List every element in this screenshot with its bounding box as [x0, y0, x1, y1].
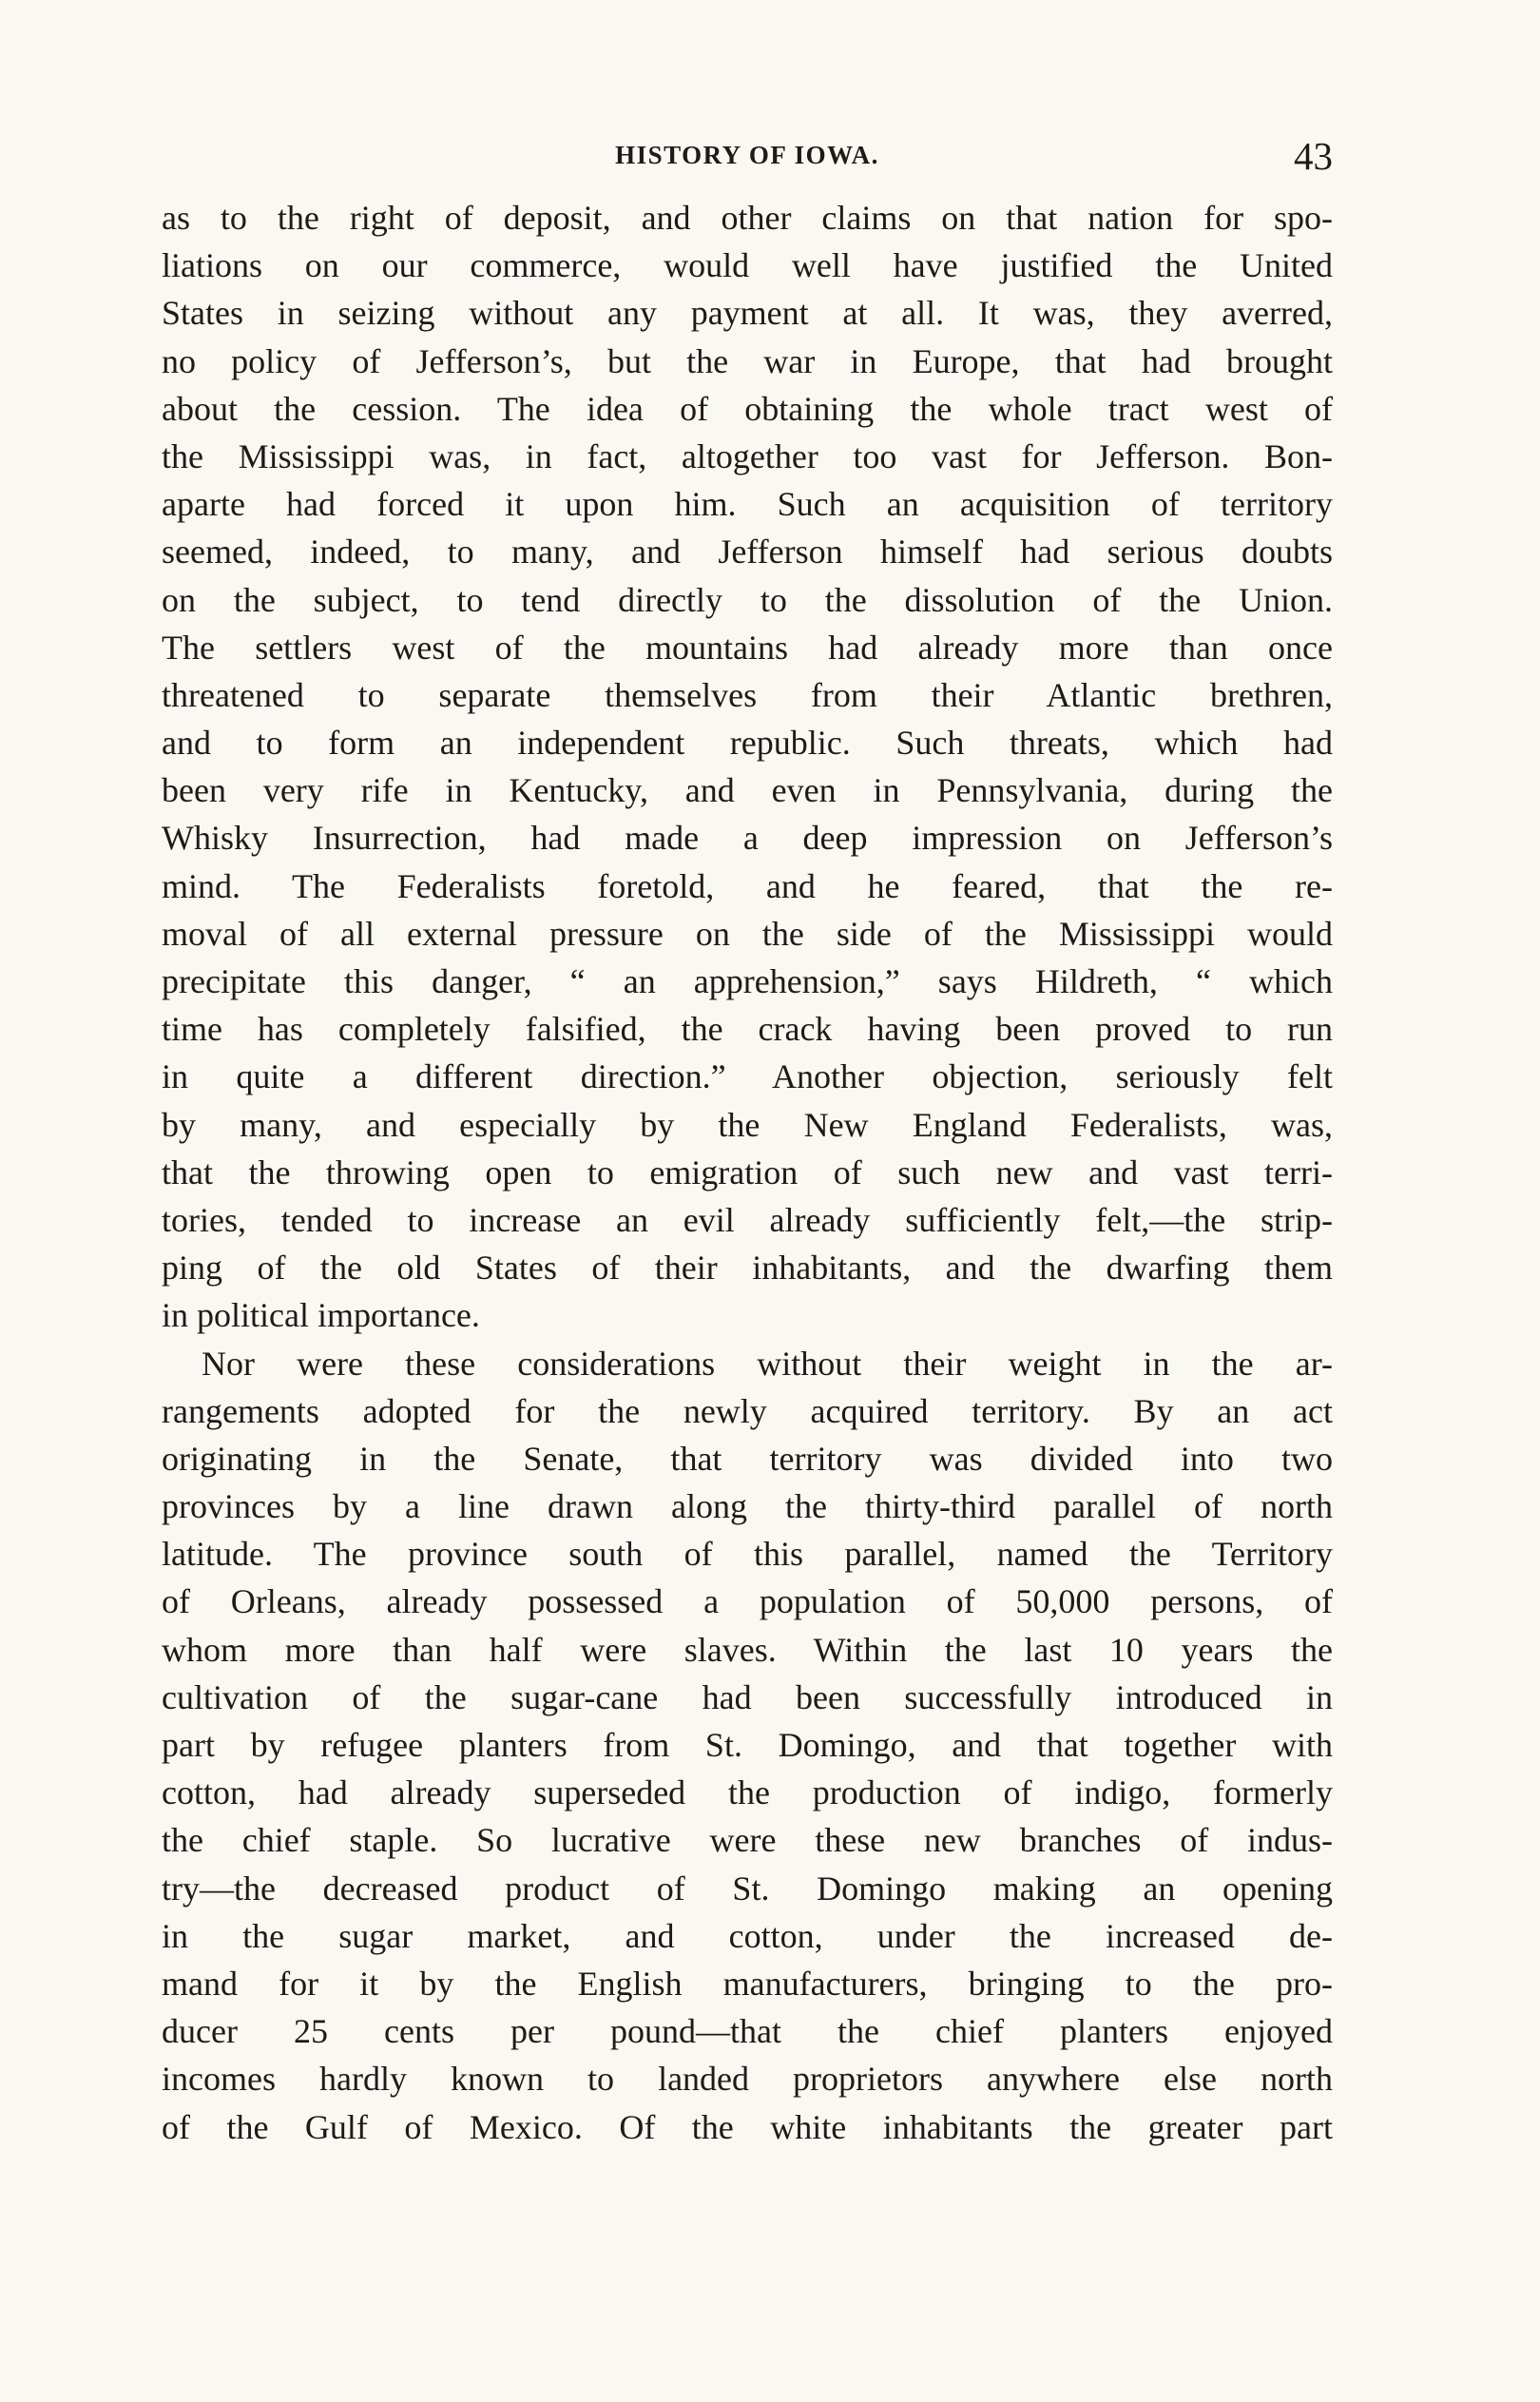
text-line: about the cession. The idea of obtaining the whole tract west of — [162, 389, 1333, 428]
text-line: by many, and especially by the New England Federalists, was, — [162, 1105, 1333, 1144]
text-line: tories, tended to increase an evil already sufficiently felt,—the strip- — [162, 1200, 1333, 1239]
text-line: latitude. The province south of this parallel, named the Territory — [162, 1535, 1333, 1574]
paragraph — [162, 1340, 1333, 2151]
text-line: provinces by a line drawn along the thirty-third parallel of north — [162, 1487, 1333, 1526]
text-line: no policy of Jefferson’s, but the war in Europe, that had brought — [162, 341, 1333, 380]
text-line: of Orleans, already possessed a population of 50,000 persons, of — [162, 1582, 1333, 1621]
text-line: and to form an independent republic. Such threats, which had — [162, 724, 1333, 763]
text-line: mind. The Federalists foretold, and he feared, that the re- — [162, 866, 1333, 905]
text-line: precipitate this danger, “ an apprehension,” says Hildreth, “ which — [162, 962, 1333, 1000]
text-line: on the subject, to tend directly to the dissolution of the Union. — [162, 580, 1333, 619]
paragraph — [162, 194, 1333, 1340]
text-line: Nor were these considerations without their weight in the ar- — [202, 1344, 1333, 1383]
text-line: mand for it by the English manufacturers, bringing to the pro- — [162, 1964, 1333, 2003]
text-line: moval of all external pressure on the side of the Mississippi would — [162, 914, 1333, 953]
text-line: try—the decreased product of St. Domingo making an opening — [162, 1869, 1333, 1908]
text-line: in the sugar market, and cotton, under the increased de- — [162, 1916, 1333, 1955]
text-line: of the Gulf of Mexico. Of the white inhabitants the greater part — [162, 2107, 1333, 2146]
text-line: that the throwing open to emigration of such new and vast terri- — [162, 1153, 1333, 1191]
text-line: originating in the Senate, that territory was divided into two — [162, 1439, 1333, 1478]
text-line: in quite a different direction.” Another objection, seriously felt — [162, 1057, 1333, 1096]
text-line: part by refugee planters from St. Domingo, and that together with — [162, 1726, 1333, 1764]
text-line: the Mississippi was, in fact, altogether too vast for Jefferson. Bon- — [162, 436, 1333, 475]
running-title: HISTORY OF IOWA. — [615, 141, 879, 169]
body-text — [162, 194, 1333, 2151]
running-head — [162, 133, 1333, 181]
text-line: been very rife in Kentucky, and even in Pennsylvania, during the — [162, 771, 1333, 810]
text-line: in political importance. — [162, 1296, 480, 1335]
text-line: cotton, had already superseded the production of indigo, formerly — [162, 1773, 1333, 1812]
text-line: the chief staple. So lucrative were these new branches of indus- — [162, 1821, 1333, 1860]
text-line: cultivation of the sugar-cane had been successfully introduced in — [162, 1677, 1333, 1716]
text-line: as to the right of deposit, and other claims on that nation for spo- — [162, 199, 1333, 237]
text-line: incomes hardly known to landed proprietors anywhere else north — [162, 2060, 1333, 2099]
text-line: liations on our commerce, would well have justified the United — [162, 246, 1333, 285]
text-line: seemed, indeed, to many, and Jefferson himself had serious doubts — [162, 533, 1333, 571]
text-line: rangements adopted for the newly acquired territory. By an act — [162, 1391, 1333, 1430]
text-line: threatened to separate themselves from their Atlantic brethren, — [162, 675, 1333, 714]
text-line: The settlers west of the mountains had already more than once — [162, 628, 1333, 667]
text-line: States in seizing without any payment at all. It was, they averred, — [162, 294, 1333, 333]
text-line: ping of the old States of their inhabitants, and the dwarfing them — [162, 1249, 1333, 1288]
text-line: Whisky Insurrection, had made a deep impression on Jefferson’s — [162, 819, 1333, 858]
text-line: ducer 25 cents per pound—that the chief planters enjoyed — [162, 2012, 1333, 2051]
text-line: aparte had forced it upon him. Such an acquisition of territory — [162, 485, 1333, 524]
text-line: whom more than half were slaves. Within the last 10 years the — [162, 1630, 1333, 1669]
page-number: 43 — [1294, 134, 1333, 178]
text-line: time has completely falsified, the crack having been proved to run — [162, 1010, 1333, 1049]
